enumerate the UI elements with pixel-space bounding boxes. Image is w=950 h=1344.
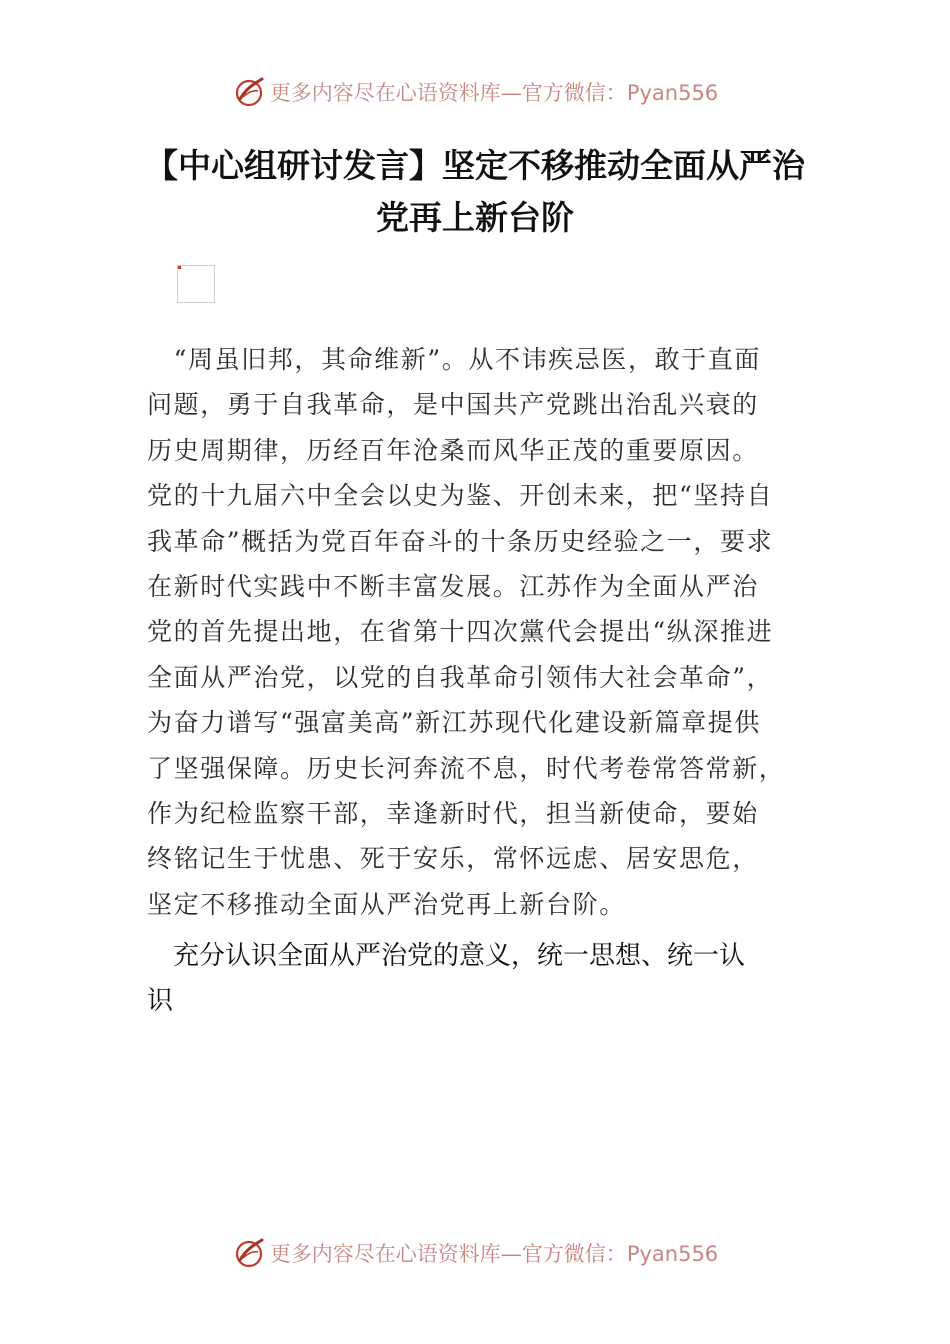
- paragraph-line: 党的首先提出地，在省第十四次黨代会提出“纵深推进: [147, 617, 774, 647]
- paragraph-line: 党的十九届六中全会以史为鉴、开创未来，把“坚持自: [147, 481, 774, 511]
- image-placeholder: [177, 265, 215, 303]
- paragraph-line: 在新时代实践中不断丰富发展。江苏作为全面从严治: [147, 572, 759, 602]
- image-placeholder-marker: [178, 266, 181, 269]
- paragraph-line: 我革命”概括为党百年奋斗的十条历史经验之一，要求: [147, 526, 774, 556]
- title-line-1: 【中心组研讨发言】坚定不移推动全面从严治: [145, 146, 805, 185]
- paragraph-line: 作为纪检监察干部，幸逢新时代，担当新使命，要始: [147, 799, 759, 829]
- paragraph-line: 终铭记生于忧患、死于安乐，常怀远虑、居安思危，: [147, 844, 759, 874]
- body-paragraph: [147, 337, 807, 927]
- paragraph-line: 问题，勇于自我革命，是中国共产党跳出治乱兴衰的: [147, 390, 759, 420]
- paragraph-line: 历史周期律，历经百年沧桑而风华正茂的重要原因。: [147, 435, 759, 465]
- document-title: [0, 140, 950, 244]
- heading-line-1: 充分认识全面从严治党的意义，统一思想、统一认: [147, 941, 746, 971]
- paragraph-line: 坚定不移推动全面从严治党再上新台阶。: [147, 889, 626, 919]
- paragraph-line: “周虽旧邦，其命维新”。从不讳疾忌医，敢于直面: [147, 345, 761, 374]
- brush-logo-icon: [232, 1236, 266, 1270]
- brush-logo-icon: [232, 75, 266, 109]
- paragraph-line: 全面从严治党，以党的自我革命引领伟大社会革命”，: [147, 662, 774, 692]
- title-line-2: 党再上新台阶: [376, 198, 574, 237]
- watermark-text: 更多内容尽在心语资料库—官方微信：Pyan556: [269, 81, 719, 105]
- header-watermark: [0, 72, 950, 112]
- paragraph-line: 为奋力谱写“强富美高”新江苏现代化建设新篇章提供: [147, 708, 761, 738]
- heading-line-2: 识: [147, 986, 174, 1016]
- paragraph-line: 了坚强保障。历史长河奔流不息，时代考卷常答常新，: [147, 753, 786, 783]
- watermark-text: 更多内容尽在心语资料库—官方微信：Pyan556: [269, 1242, 719, 1266]
- footer-watermark: [0, 1233, 950, 1273]
- section-heading: [147, 934, 817, 1024]
